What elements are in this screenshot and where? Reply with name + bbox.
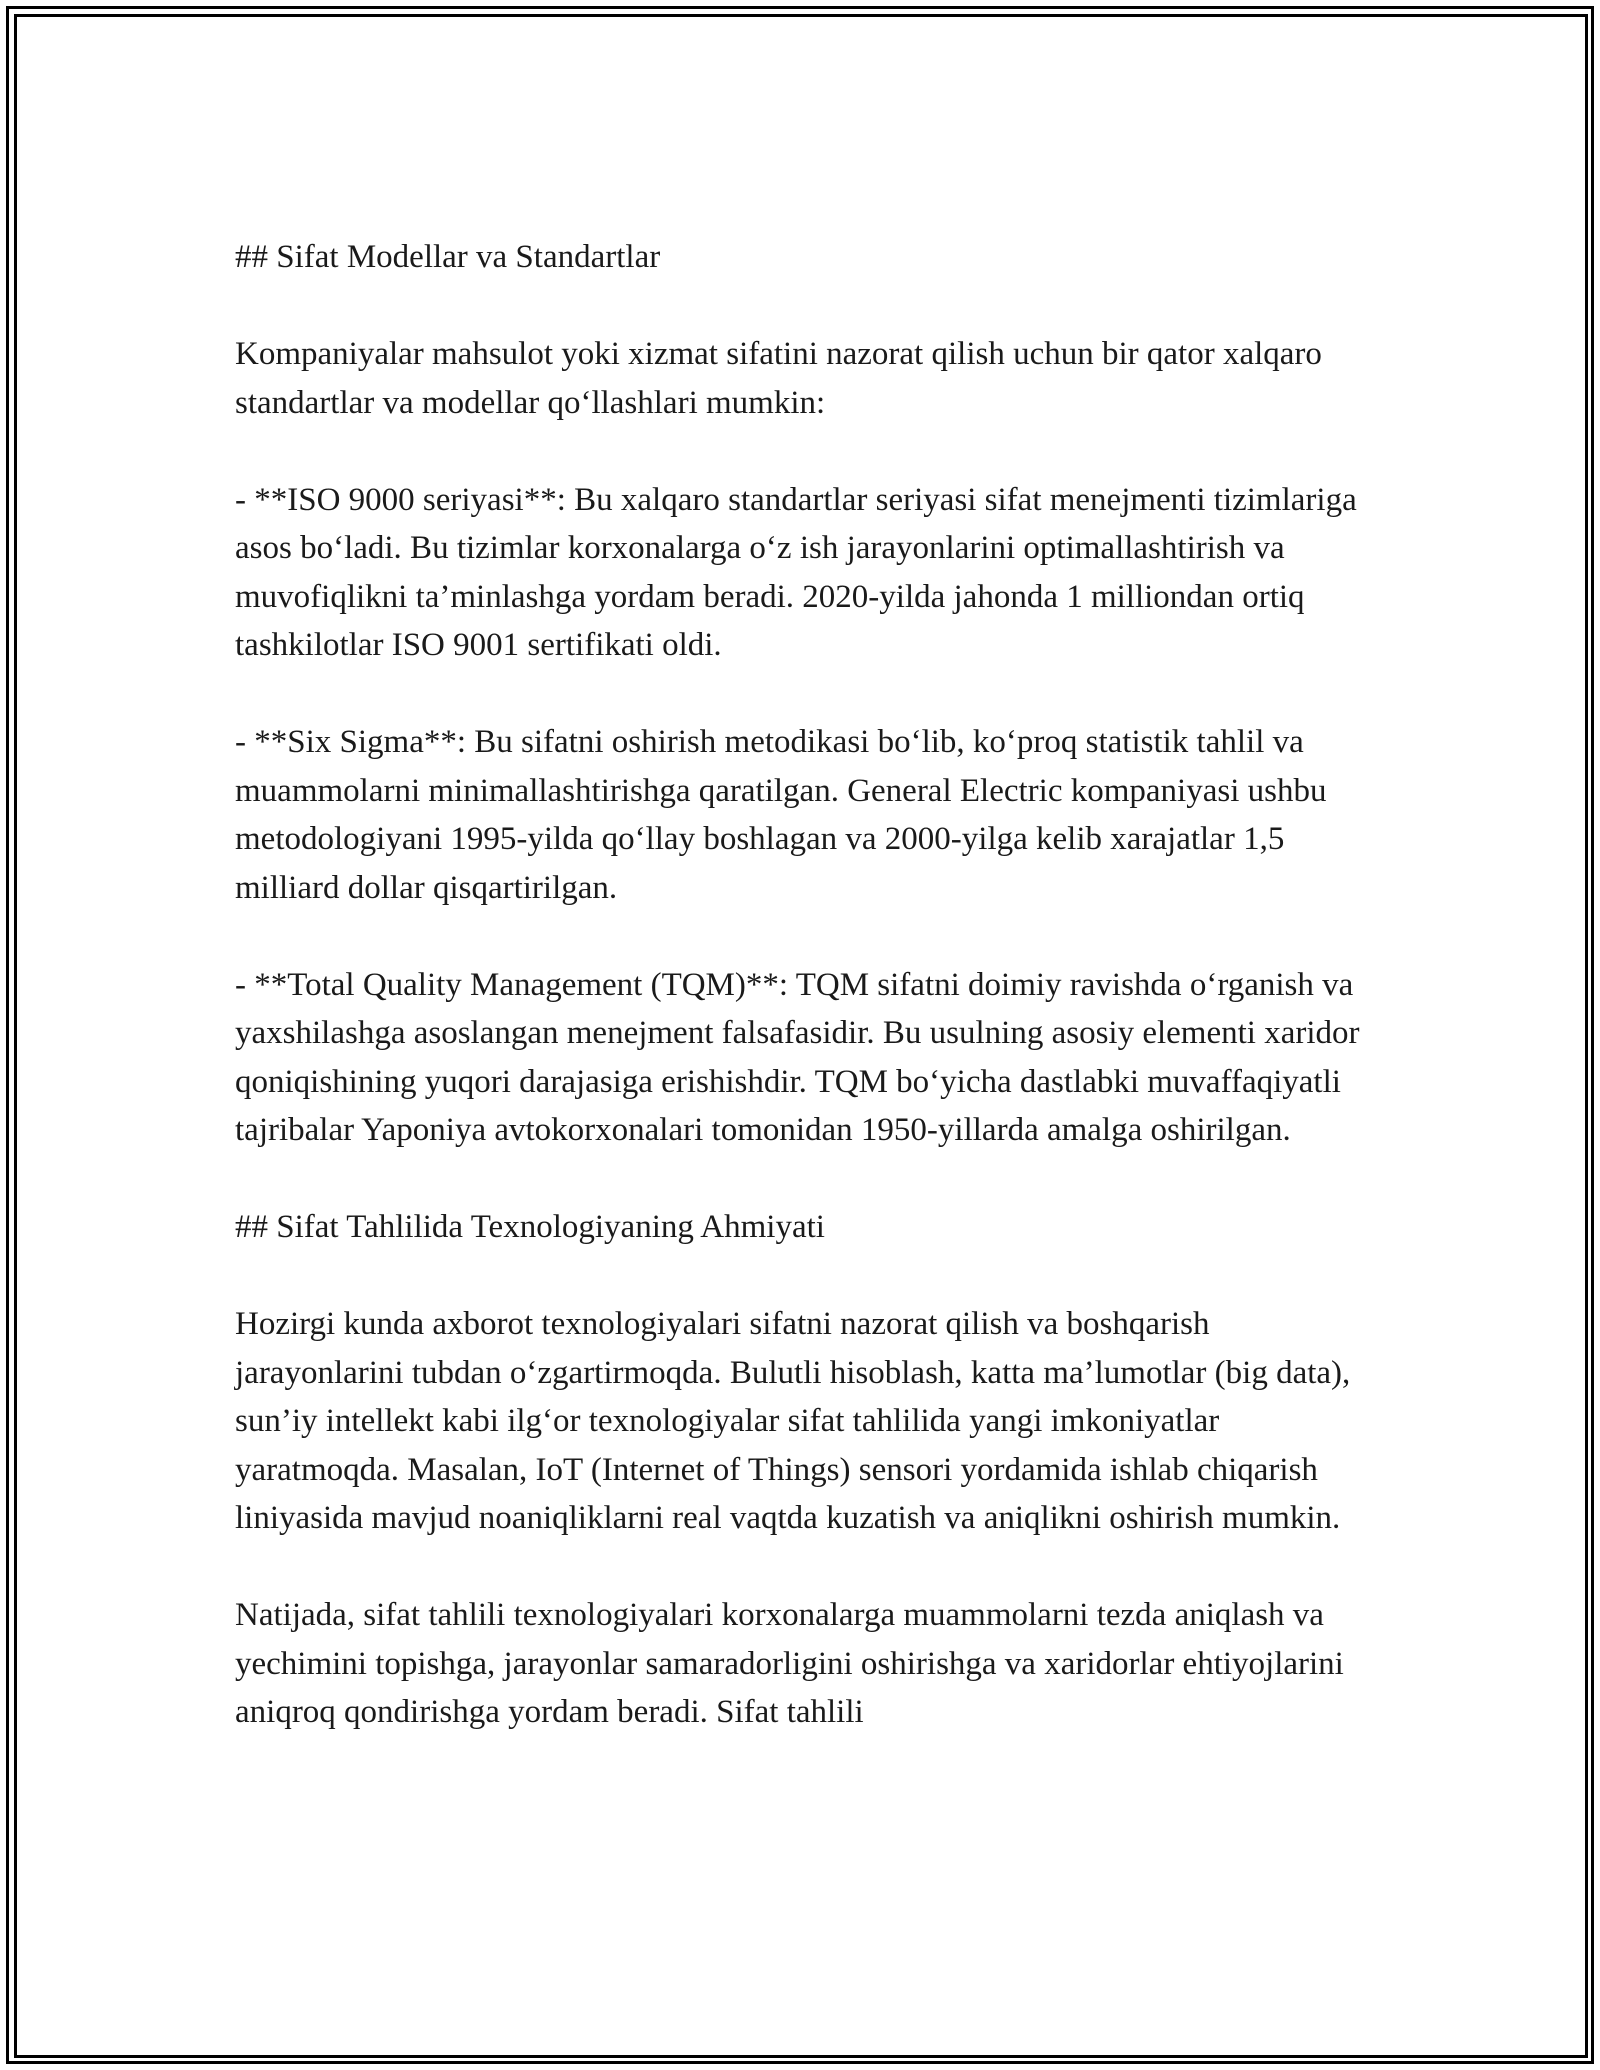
conclusion-paragraph: Natijada, sifat tahlili texnologiyalari korxonalarga muammolarni tezda aniqlash va yechimini topishga, jarayonlar samaradorligini oshirishga va xaridorlar ehtiyojlarini aniqroq qondirishga yordam beradi. Sifat tahlili: [235, 1597, 1344, 1730]
technology-paragraph: Hozirgi kunda axborot texnologiyalari sifatni nazorat qilish va boshqarish jarayonlarini tubdan o‘zgartirmoqda. Bulutli hisoblash, katta ma’lumotlar (big data), sun’iy intellekt kabi ilg‘or texnologiyalar sifat tahlilida yangi imkoniyatlar yaratmoqda. Masalan, IoT (Internet of Things) sensori yordamida ishlab chiqarish liniyasida mavjud noaniqliklarni real vaqtda kuzatish va aniqlikni oshirish mumkin.: [235, 1306, 1351, 1536]
section-heading-technology: ## Sifat Tahlilida Texnologiyaning Ahmiyati: [235, 1209, 825, 1245]
list-item-six-sigma: - **Six Sigma**: Bu sifatni oshirish metodikasi bo‘lib, ko‘proq statistik tahlil va muammolarni minimallashtirishga qaratilgan. General Electric kompaniyasi ushbu metodologiyani 1995-yilda qo‘llay boshlagan va 2000-yilga kelib xarajatlar 1,5 milliard dollar qisqartirilgan.: [235, 724, 1327, 906]
document-body: [235, 233, 1375, 1737]
intro-paragraph: Kompaniyalar mahsulot yoki xizmat sifatini nazorat qilish uchun bir qator xalqaro standartlar va modellar qo‘llashlari mumkin:: [235, 336, 1322, 421]
list-item-iso: - **ISO 9000 seriyasi**: Bu xalqaro standartlar seriyasi sifat menejmenti tizimlariga asos bo‘ladi. Bu tizimlar korxonalarga o‘z ish jarayonlarini optimallashtirish va muvofiqlikni ta’minlashga yordam beradi. 2020-yilda jahonda 1 milliondan ortiq tashkilotlar ISO 9001 sertifikati oldi.: [235, 481, 1357, 663]
section-heading-models: ## Sifat Modellar va Standartlar: [235, 239, 661, 275]
list-item-tqm: - **Total Quality Management (TQM)**: TQM sifatni doimiy ravishda o‘rganish va yaxshilashga asoslangan menejment falsafasidir. Bu usulning asosiy elementi xaridor qoniqishining yuqori darajasiga erishishdir. TQM bo‘yicha dastlabki muvaffaqiyatli tajribalar Yaponiya avtokorxonalari tomonidan 1950-yillarda amalga oshirilgan.: [235, 966, 1360, 1148]
